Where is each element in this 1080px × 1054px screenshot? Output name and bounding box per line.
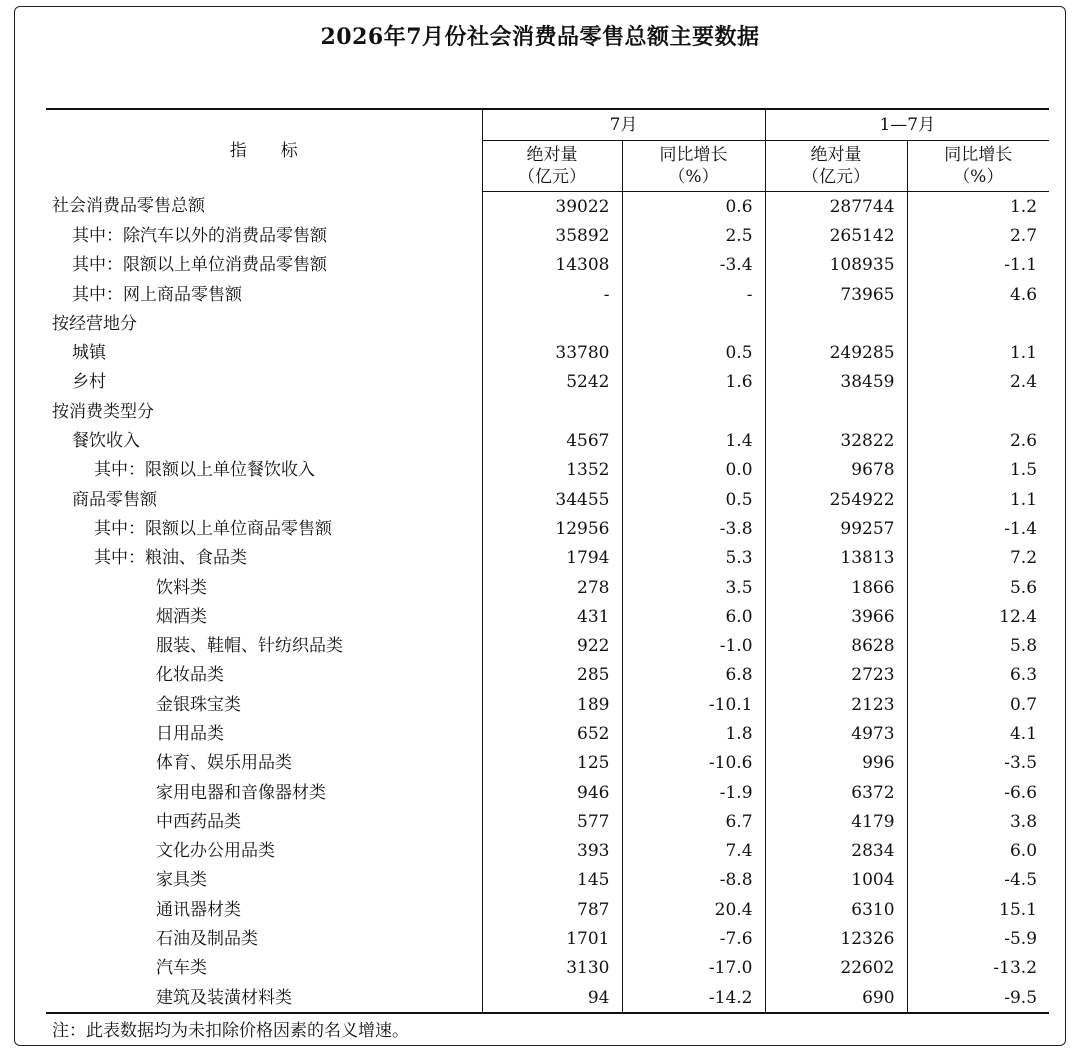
- cumulative-abs-value: 12326: [765, 924, 907, 953]
- table-row: [46, 426, 1049, 455]
- table-header: [46, 109, 1049, 192]
- row-label: 烟酒类: [156, 606, 207, 627]
- july-abs-value: 14308: [482, 251, 622, 280]
- july-yoy-value: 0.5: [622, 485, 765, 514]
- july-abs-value: 577: [482, 807, 622, 836]
- cumulative-abs-value: 2834: [765, 837, 907, 866]
- cumulative-abs-value: 1866: [765, 573, 907, 602]
- july-abs-value: 35892: [482, 221, 622, 250]
- july-abs-value: 39022: [482, 192, 622, 222]
- july-abs-value: 393: [482, 837, 622, 866]
- july-yoy-value: 1.6: [622, 368, 765, 397]
- table-row: [46, 397, 1049, 426]
- july-abs-value: 1794: [482, 544, 622, 573]
- table-row: [46, 983, 1049, 1013]
- july-abs-value: 278: [482, 573, 622, 602]
- table-row: [46, 866, 1049, 895]
- cumulative-abs-value: 249285: [765, 338, 907, 367]
- cumulative-yoy-value: 2.6: [907, 426, 1049, 455]
- cumulative-abs-value: 254922: [765, 485, 907, 514]
- page-title: 2026年7月份社会消费品零售总额主要数据: [320, 24, 760, 50]
- cumulative-yoy-value: -3.5: [907, 749, 1049, 778]
- cumulative-abs-value: 2123: [765, 690, 907, 719]
- row-label: 汽车类: [156, 958, 207, 979]
- row-label: 中西药品类: [156, 811, 241, 832]
- july-abs-value: 4567: [482, 426, 622, 455]
- header-yoy-unit: （%）: [953, 167, 1004, 187]
- row-label: 通讯器材类: [156, 899, 241, 920]
- row-label: 石油及制品类: [156, 929, 258, 950]
- july-yoy-value: -1.0: [622, 631, 765, 660]
- header-july-yoy: [622, 141, 765, 192]
- july-abs-value: 5242: [482, 368, 622, 397]
- table-body: [46, 192, 1049, 1014]
- july-yoy-value: -3.4: [622, 251, 765, 280]
- july-yoy-value: 1.8: [622, 719, 765, 748]
- july-abs-value: 12956: [482, 514, 622, 543]
- table-row: [46, 895, 1049, 924]
- cumulative-yoy-value: -4.5: [907, 866, 1049, 895]
- cumulative-abs-value: 3966: [765, 602, 907, 631]
- july-yoy-value: -10.6: [622, 749, 765, 778]
- cumulative-yoy-value: 5.6: [907, 573, 1049, 602]
- header-yoy-unit: （%）: [668, 167, 719, 187]
- table-row: [46, 192, 1049, 222]
- table-row: [46, 778, 1049, 807]
- july-yoy-value: 0.6: [622, 192, 765, 222]
- header-july-abs: [482, 141, 622, 192]
- table-row: [46, 837, 1049, 866]
- header-period-jan-jul: 1—7月: [765, 109, 1049, 141]
- table-row: [46, 221, 1049, 250]
- cumulative-yoy-value: 1.2: [907, 192, 1049, 222]
- row-label: 餐饮收入: [72, 431, 140, 452]
- row-label: 家具类: [156, 870, 207, 891]
- cumulative-yoy-value: 4.6: [907, 280, 1049, 309]
- table-row: [46, 514, 1049, 543]
- july-abs-value: 34455: [482, 485, 622, 514]
- july-abs-value: 652: [482, 719, 622, 748]
- row-label: 其中：除汽车以外的消费品零售额: [72, 225, 327, 246]
- header-abs-label: 绝对量: [526, 145, 578, 165]
- cumulative-abs-value: 690: [765, 983, 907, 1013]
- cumulative-yoy-value: 6.3: [907, 661, 1049, 690]
- cumulative-yoy-value: -6.6: [907, 778, 1049, 807]
- header-yoy-label: 同比增长: [944, 145, 1013, 165]
- july-yoy-value: 7.4: [622, 837, 765, 866]
- july-yoy-value: 5.3: [622, 544, 765, 573]
- table-row: [46, 338, 1049, 367]
- table-row: [46, 485, 1049, 514]
- july-yoy-value: -1.9: [622, 778, 765, 807]
- row-label: 服装、鞋帽、针纺织品类: [156, 636, 343, 657]
- row-label: 商品零售额: [72, 489, 157, 510]
- header-period-july: 7月: [482, 109, 765, 141]
- row-label: 化妆品类: [156, 665, 224, 686]
- cumulative-yoy-value: 6.0: [907, 837, 1049, 866]
- cumulative-yoy-value: 2.4: [907, 368, 1049, 397]
- cumulative-abs-value: 38459: [765, 368, 907, 397]
- table-row: [46, 309, 1049, 338]
- cumulative-abs-value: 6372: [765, 778, 907, 807]
- july-yoy-value: 0.5: [622, 338, 765, 367]
- cumulative-abs-value: 287744: [765, 192, 907, 222]
- july-abs-value: 431: [482, 602, 622, 631]
- row-label: 按消费类型分: [52, 401, 154, 422]
- cumulative-abs-value: 265142: [765, 221, 907, 250]
- table-row: [46, 807, 1049, 836]
- july-yoy-value: -7.6: [622, 924, 765, 953]
- july-yoy-value: -8.8: [622, 866, 765, 895]
- row-label: 城镇: [72, 343, 106, 364]
- cumulative-abs-value: 13813: [765, 544, 907, 573]
- cumulative-yoy-value: -1.1: [907, 251, 1049, 280]
- table-row: [46, 456, 1049, 485]
- cumulative-yoy-value: 12.4: [907, 602, 1049, 631]
- cumulative-yoy-value: [907, 309, 1049, 338]
- cumulative-abs-value: 22602: [765, 954, 907, 983]
- july-abs-value: [482, 309, 622, 338]
- table-row: [46, 280, 1049, 309]
- cumulative-yoy-value: -13.2: [907, 954, 1049, 983]
- row-label: 其中：粮油、食品类: [94, 548, 247, 569]
- cumulative-yoy-value: -1.4: [907, 514, 1049, 543]
- july-abs-value: 285: [482, 661, 622, 690]
- july-yoy-value: 6.8: [622, 661, 765, 690]
- table-row: [46, 544, 1049, 573]
- cumulative-abs-value: 108935: [765, 251, 907, 280]
- row-label: 建筑及装潢材料类: [46, 983, 482, 1013]
- cumulative-yoy-value: [907, 397, 1049, 426]
- table-row: [46, 368, 1049, 397]
- july-abs-value: -: [482, 280, 622, 309]
- row-label: 乡村: [72, 372, 106, 393]
- july-abs-value: 3130: [482, 954, 622, 983]
- cumulative-abs-value: 32822: [765, 426, 907, 455]
- row-label: 体育、娱乐用品类: [156, 753, 292, 774]
- july-abs-value: 33780: [482, 338, 622, 367]
- table-row: [46, 602, 1049, 631]
- july-abs-value: 1352: [482, 456, 622, 485]
- cumulative-abs-value: 4179: [765, 807, 907, 836]
- cumulative-yoy-value: 15.1: [907, 895, 1049, 924]
- row-label: 文化办公用品类: [156, 841, 275, 862]
- july-yoy-value: 2.5: [622, 221, 765, 250]
- july-abs-value: 189: [482, 690, 622, 719]
- cumulative-abs-value: 996: [765, 749, 907, 778]
- table-row: [46, 690, 1049, 719]
- row-label: 社会消费品零售总额: [52, 196, 205, 217]
- cumulative-abs-value: 4973: [765, 719, 907, 748]
- header-abs-label: 绝对量: [810, 145, 862, 165]
- july-yoy-value: -10.1: [622, 690, 765, 719]
- table-row: [46, 573, 1049, 602]
- july-yoy-value: 0.0: [622, 456, 765, 485]
- header-yoy-label: 同比增长: [659, 145, 728, 165]
- cumulative-yoy-value: 2.7: [907, 221, 1049, 250]
- table-row: [46, 631, 1049, 660]
- cumulative-yoy-value: 3.8: [907, 807, 1049, 836]
- cumulative-abs-value: 8628: [765, 631, 907, 660]
- cumulative-abs-value: 73965: [765, 280, 907, 309]
- table-row: [46, 251, 1049, 280]
- table-row: [46, 661, 1049, 690]
- header-abs-unit: （亿元）: [802, 167, 871, 187]
- july-yoy-value: 20.4: [622, 895, 765, 924]
- cumulative-yoy-value: 1.5: [907, 456, 1049, 485]
- table-row: [46, 954, 1049, 983]
- cumulative-yoy-value: 4.1: [907, 719, 1049, 748]
- row-label: 其中：限额以上单位商品零售额: [94, 518, 332, 539]
- july-yoy-value: -3.8: [622, 514, 765, 543]
- row-label: 按经营地分: [52, 313, 137, 334]
- cumulative-abs-value: 9678: [765, 456, 907, 485]
- july-abs-value: 946: [482, 778, 622, 807]
- header-cum-yoy: [907, 141, 1049, 192]
- cumulative-abs-value: 99257: [765, 514, 907, 543]
- cumulative-yoy-value: 7.2: [907, 544, 1049, 573]
- july-abs-value: 145: [482, 866, 622, 895]
- cumulative-abs-value: [765, 397, 907, 426]
- row-label: 饮料类: [156, 577, 207, 598]
- july-yoy-value: 6.7: [622, 807, 765, 836]
- july-abs-value: 1701: [482, 924, 622, 953]
- july-yoy-value: -14.2: [622, 983, 765, 1013]
- cumulative-yoy-value: -5.9: [907, 924, 1049, 953]
- cumulative-abs-value: 2723: [765, 661, 907, 690]
- header-cum-abs: [765, 141, 907, 192]
- row-label: 日用品类: [156, 723, 224, 744]
- row-label: 其中：限额以上单位消费品零售额: [72, 255, 327, 276]
- header-indicator: 指 标: [46, 109, 482, 192]
- july-abs-value: 125: [482, 749, 622, 778]
- row-label: 家用电器和音像器材类: [156, 782, 326, 803]
- july-yoy-value: -17.0: [622, 954, 765, 983]
- footnote: 注：此表数据均为未扣除价格因素的名义增速。: [52, 1021, 409, 1041]
- row-label: 其中：限额以上单位餐饮收入: [94, 460, 315, 481]
- july-yoy-value: -: [622, 280, 765, 309]
- cumulative-abs-value: 1004: [765, 866, 907, 895]
- july-abs-value: [482, 397, 622, 426]
- cumulative-yoy-value: 5.8: [907, 631, 1049, 660]
- july-abs-value: 94: [482, 983, 622, 1013]
- cumulative-abs-value: [765, 309, 907, 338]
- retail-sales-table: [46, 108, 1049, 1014]
- july-yoy-value: 3.5: [622, 573, 765, 602]
- july-yoy-value: [622, 397, 765, 426]
- header-abs-unit: （亿元）: [518, 167, 586, 187]
- cumulative-yoy-value: 1.1: [907, 338, 1049, 367]
- july-abs-value: 787: [482, 895, 622, 924]
- cumulative-yoy-value: -9.5: [907, 983, 1049, 1013]
- table-row: [46, 749, 1049, 778]
- july-yoy-value: 6.0: [622, 602, 765, 631]
- row-label: 金银珠宝类: [156, 694, 241, 715]
- july-abs-value: 922: [482, 631, 622, 660]
- row-label: 其中：网上商品零售额: [72, 284, 242, 305]
- cumulative-yoy-value: 0.7: [907, 690, 1049, 719]
- july-yoy-value: 1.4: [622, 426, 765, 455]
- table-row: [46, 719, 1049, 748]
- cumulative-abs-value: 6310: [765, 895, 907, 924]
- cumulative-yoy-value: 1.1: [907, 485, 1049, 514]
- july-yoy-value: [622, 309, 765, 338]
- table-row: [46, 924, 1049, 953]
